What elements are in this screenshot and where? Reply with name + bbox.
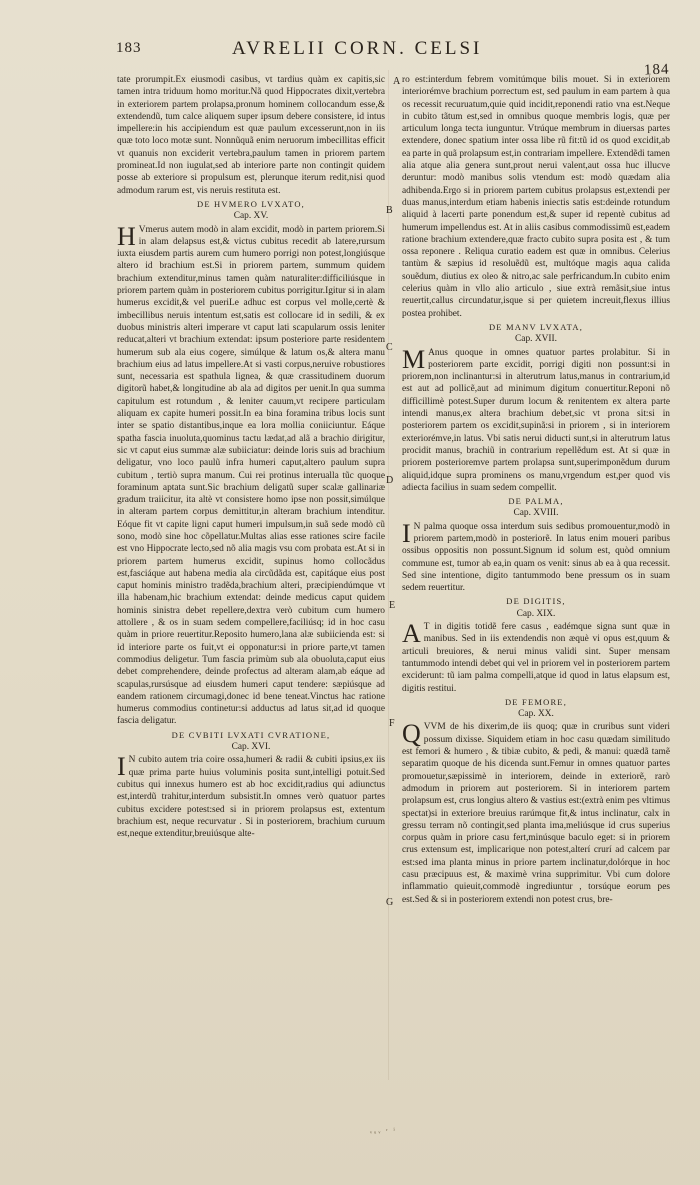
catchword: ᵥᵤᵥ ʳ ⁱ (370, 1127, 397, 1135)
chapter-title: DE MANV LVXATA, (488, 321, 584, 332)
drop-cap: Q (402, 719, 421, 749)
chapter-number: Cap. XV. (233, 211, 269, 222)
chapter-title: DE FEMORE, (504, 696, 568, 707)
margin-letter: B (386, 205, 393, 216)
margin-letter: A (393, 76, 401, 87)
chapter-number: Cap. XVI. (231, 742, 271, 753)
page-number-right: 184 (643, 61, 670, 79)
chapter-title: DE CVBITI LVXATI CVRATIONE, (171, 729, 331, 740)
chapter-number: Cap. XX. (518, 709, 554, 720)
paragraph (117, 221, 385, 728)
paragraph: ro est:interdum febrem vomitúmque bilis mouet. Si in exteriorem interiorémve brachium porrectum est, sed paulum in eam partem à qua os recessit recuruatum,quie quid incidit,reponendi ratio vna est.Neque in cubito tãtum est,sed in omnibus quoque membris logis, quæ per articulum longa tecta iunguntur. Vtrúque membrum in diuersas partes extendere, donec spatium inter ossa libe rũ fit:tũ id os quod excidit,ab ea parte in quã prolapsum est,in contrariam impellere. Extendẽdi tamen alia atque alia genera sunt,prout nerui valent,aut ossa huc illucve deruntur: modò manibus solis vtendum est: modò quædam alia adhibenda.Ergo si in priorem partem cubitus prolapsus est,extendi per duas manus,interdum etiam habenis iniectis satis est:deinde rotundum aliquid à lacerti parte ponendum est,& super id repentè cubitus ad humerum impellendus est. At in aliis casibus commodissimũ est,eadem ratione brachium extendere,quæ fracto cubito supra posita est , & tum ossa reponere . Reliqua curatio eadem est quæ in omnibus. Celerius tantùm & sæpius id resoluẽdũ est, multóque magis aqua calida souẽdum, diutius ex oleo & nitro,ac sale perfricandum.In cubito enim celerius quàm in vllo alio articulo , siue extrà remãsit,siue intus reuertit,callus circundatur,isque si per quietem increuit,flexus illius postea prohibet. (402, 75, 670, 319)
drop-cap: H (117, 221, 136, 251)
paragraph-text: N cubito autem tria coire ossa,humeri & radii & cubiti ipsius,ex iis quæ prima parte huius voluminis posita sunt,intelligi potuit.Sed cubitus qui innexus humero est ab hoc excidit,radius qui adiunctus est,interdũ trahitur,interdum subsistit.In omnes verò quatuor partes cubitus excidere potest:sed si in priorem prolapsus est, extentum brachium est, neque recurvatur . Si in posteriorem, brachium curuum est,neque extenditur,breuiúsque alte- (117, 755, 385, 840)
paragraph (402, 344, 670, 495)
paragraph: tate prorumpit.Ex eiusmodi casibus, vt tardius quàm ex capitis,sic tamen intra triduum homo moritur.Nã quod Hippocrates dixit,vertebra in exteriorem partem prolapsa,pronum hominem collocandum esse,& extendendũ, tum calce aliquem super ipsum debere consistere, id intus impellere:in his accipiendum est quæ paulum excesserunt,non in iis quæ toto loco motæ sunt. Nonnũquã enim neruorum imbecillitas efficit vt quanuis non exciderit vertebra,paulum tamen in priorem partem promineat.Id non iugulat,sed ab interiore parte non contingit quidem posse ab exteriore si propulsum est, plerunque iterum redit,nisi quod admodum rarum est, vis neruis restituta est. (117, 75, 385, 196)
margin-letter: D (386, 475, 394, 486)
paragraph-text: Vmerus autem modò in alam excidit, modò in partem priorem.Si in alam delapsus est,& victus cubitus recedit ab latere,rursum iuxta eiusdem partis aurem cum humero porrigi non potest,longiúsque altero id brachium est.Si in priorem partem, summum quidem brachium extenditur,minus tamen quàm naturaliter:difficiliúsque in priorem partem quàm in posteriorem cubitus porrigitur.Igitur si in alam humerus excidit,& vel pueriLe adhuc est corpus vel molle,certè & imbecillibus neruis intentum est,satis est collocare id in sedili, & ex duobus ministris alteri imperare vt caput lati scapularum ossis leniter reducat,alteri vt brachium extendat: ipsum posteriore parte residentem humerum sub ala eius cogere, simúlque & latum os,& altera manu brachium eius ad latus impellere.At si vasti corpus,neruive robustiores sunt, necessaria est spathula lignea, & quæ crassitudinem duorum digitorũ habet,& longitudine ab ala ad digitos per uenit.In qua summa capitulum est rotundum , & leniter cauum,vt recipere particulam aliquam ex capite humeri possit.In ea bina foramina tribus locis sunt inter se spatio distantibus,inque ea lora mollia coniiciuntur. Eáque spatha fascia inuoluta,quominus tactu lædat,ad alã a brachio dirigitur, sic vt caput eius summæ alæ subiiciatur: deinde loris suis ad brachium deligatur, vno loco paulũ infra humeri caput,altero paulum supra cubitum , tertiò supra manum. Cui rei protinus interualla tũc quoque foraminum aptata sunt.Sic brachium deligatũ super scalæ gallinariæ gradum traiicitur, ita altè vt consistere homo ipse non possit,simúlque in alteram partem corpus demittitur,in alteram brachium intenditur. Eóque fit vt capite ligni caput humeri impulsum,in suã sede modò cũ sono, modò sine hoc cõpellatur.Multas alias esse rationes scire facile est vno Hippocrate lecto,sed nõ alia magis vsu com probata est.At si in priorem partem humerus excidit, supinus homo collocãdus est,fasciáque aut habena media ala circũdãda est, capitáque eius post caput hominis ministro tradẽda,brachium alteri, præcipiendúmque vt illa habenam,hic brachium extendat: deinde medicus caput quidem hominis sinistra debet repellere,dextra verò cubitum cum humero attollere , & os in suam sedem compellere,faciliúsq; id in hoc casu quàm in priore reuertitur.Reposito humero,lana alæ subiicienda est: si id interiore parte os fuit,vt ei opponatur:si in priore parte,vt tamen commodius deligetur. Tum fascia primùm sub ala obuoluta,caput eius debet comprehendere, deinde profectus ad alteram alam,ab eáque ad scapulas,rursúsque ad eiusdem humeri caput tendere: sæpiúsque ad eandem rationem circumagi,donec id bene teneat.Vinctus hac ratione humerus commodius continetur:si adductus ad latus sit,ad id quoque fascia deligatur. (117, 224, 385, 727)
paragraph (402, 518, 670, 595)
drop-cap: M (402, 344, 426, 374)
paragraph-text: N palma quoque ossa interdum suis sedibus promouentur,modò in priorem partem,modò in posteriorẽ. In latus enim moueri paribus ossibus oppositis non possunt.Signum id solum est, quòd omnium commune est, tumor ab ea,in quam os venit: sinus ab ea à qua recessit. Sed sine intentione, digito tantummodo bene pressum os in suam sedem reuertitur. (402, 521, 670, 594)
running-title: AVRELII CORN. CELSI (232, 38, 483, 59)
chapter-title: DE HVMERO LVXATO, (196, 198, 305, 209)
margin-letter: F (389, 718, 395, 729)
page-number-left: 183 (116, 40, 142, 56)
paragraph-text: Anus quoque in omnes quatuor partes prolabitur. Si in posteriorem parte excidit, porrigi digiti non possunt:si in priorem,non inclinantur:si in alterutrum latus,manus in contrarium,id est aut ad pollicẽ,aut ad minimum digitum conuertitur.Reponi nõ difficillimè potest.Super durum locum & renitentem ex altera parte intendi manus,ex altera brachium debet,sic vt prona sit:si in posteriorem partem os excidit,supinã:si in priorem , si in interiorem exteriorémve,in latus. Vbi satis nerui diducti sunt,si in alterutrum latus procidit manus, brachiũ in contrarium repellẽdum est. At si quæ in priorem posterioremve partem prolapsa sunt,superimponẽdum durum aliquid,idque supra prominens os manu,vrgendum est,per quod vis adiecta facilius in suam sedem compellit. (402, 347, 670, 493)
chapter-title: DE PALMA, (508, 496, 564, 507)
paragraph-text: T in digitis totidẽ fere casus , eadémque signa sunt quæ in manibus. Sed in iis extendendis non æquè vi opus est,quum & articuli breuiores, & nerui minus validi sint. Super mensam tantummodo intendi debet qui vel in priorem vel in posteriorem partem exciderunt: tũ iam palma compelli,atque id quod in latus elapsum est, digitis restitui. (402, 622, 670, 694)
chapter-number: Cap. XIX. (516, 608, 556, 619)
chapter-number: Cap. XVII. (515, 334, 557, 345)
chapter-title: DE DIGITIS, (506, 596, 566, 607)
paragraph (402, 621, 670, 695)
drop-cap: I (117, 752, 126, 782)
paragraph (117, 754, 385, 840)
chapter-number: Cap. XVIII. (513, 508, 559, 519)
margin-letter: G (386, 897, 394, 908)
paragraph-text: VVM de his dixerim,de iis quoq; quæ in cruribus sunt videri possum dixisse. Siquidem etiam in hoc casu quædam similitudo est femori & humero , & tibiæ cubito, & pedi, & manui: quædã tamẽ separatim quoque de his dicenda sunt.Femur in omnes quatuor partes promouetur,sæpissimè in interiorem, deinde in exteriorẽ, rarò admodum in priorem aut posteriorem. Si in interiorem partem prolapsum est, crus longius altero & vastius est:(extrà enim pes vltimus spectat)si in exteriore breuius rarúmque fit,& intus inclinatur, calx in gressu terram nõ contingit,sed planta ima,meliúsque id crus superius corpus quàm in priore casu fert,minúsque baculo eget: si in priorem crus extensum est, implicarique non potest,alterí crurí ad calcem par est:sed ima planta minus in priore partem inclinatur,dolórque in hoc casu præcipuus est, & maximè vrina supprimitur. Vbi cum dolore inflammatio quieuit,commodè ingrediuntur , torsúque eorum pes est.Sed & si in posteriorem extendi non potest crus, bre- (402, 722, 670, 905)
paragraph (402, 721, 670, 905)
right-column (402, 74, 670, 906)
margin-letter: E (389, 600, 396, 611)
drop-cap: I (402, 518, 411, 548)
drop-cap: A (402, 619, 421, 649)
left-column (117, 74, 385, 840)
margin-letter: C (386, 342, 393, 353)
